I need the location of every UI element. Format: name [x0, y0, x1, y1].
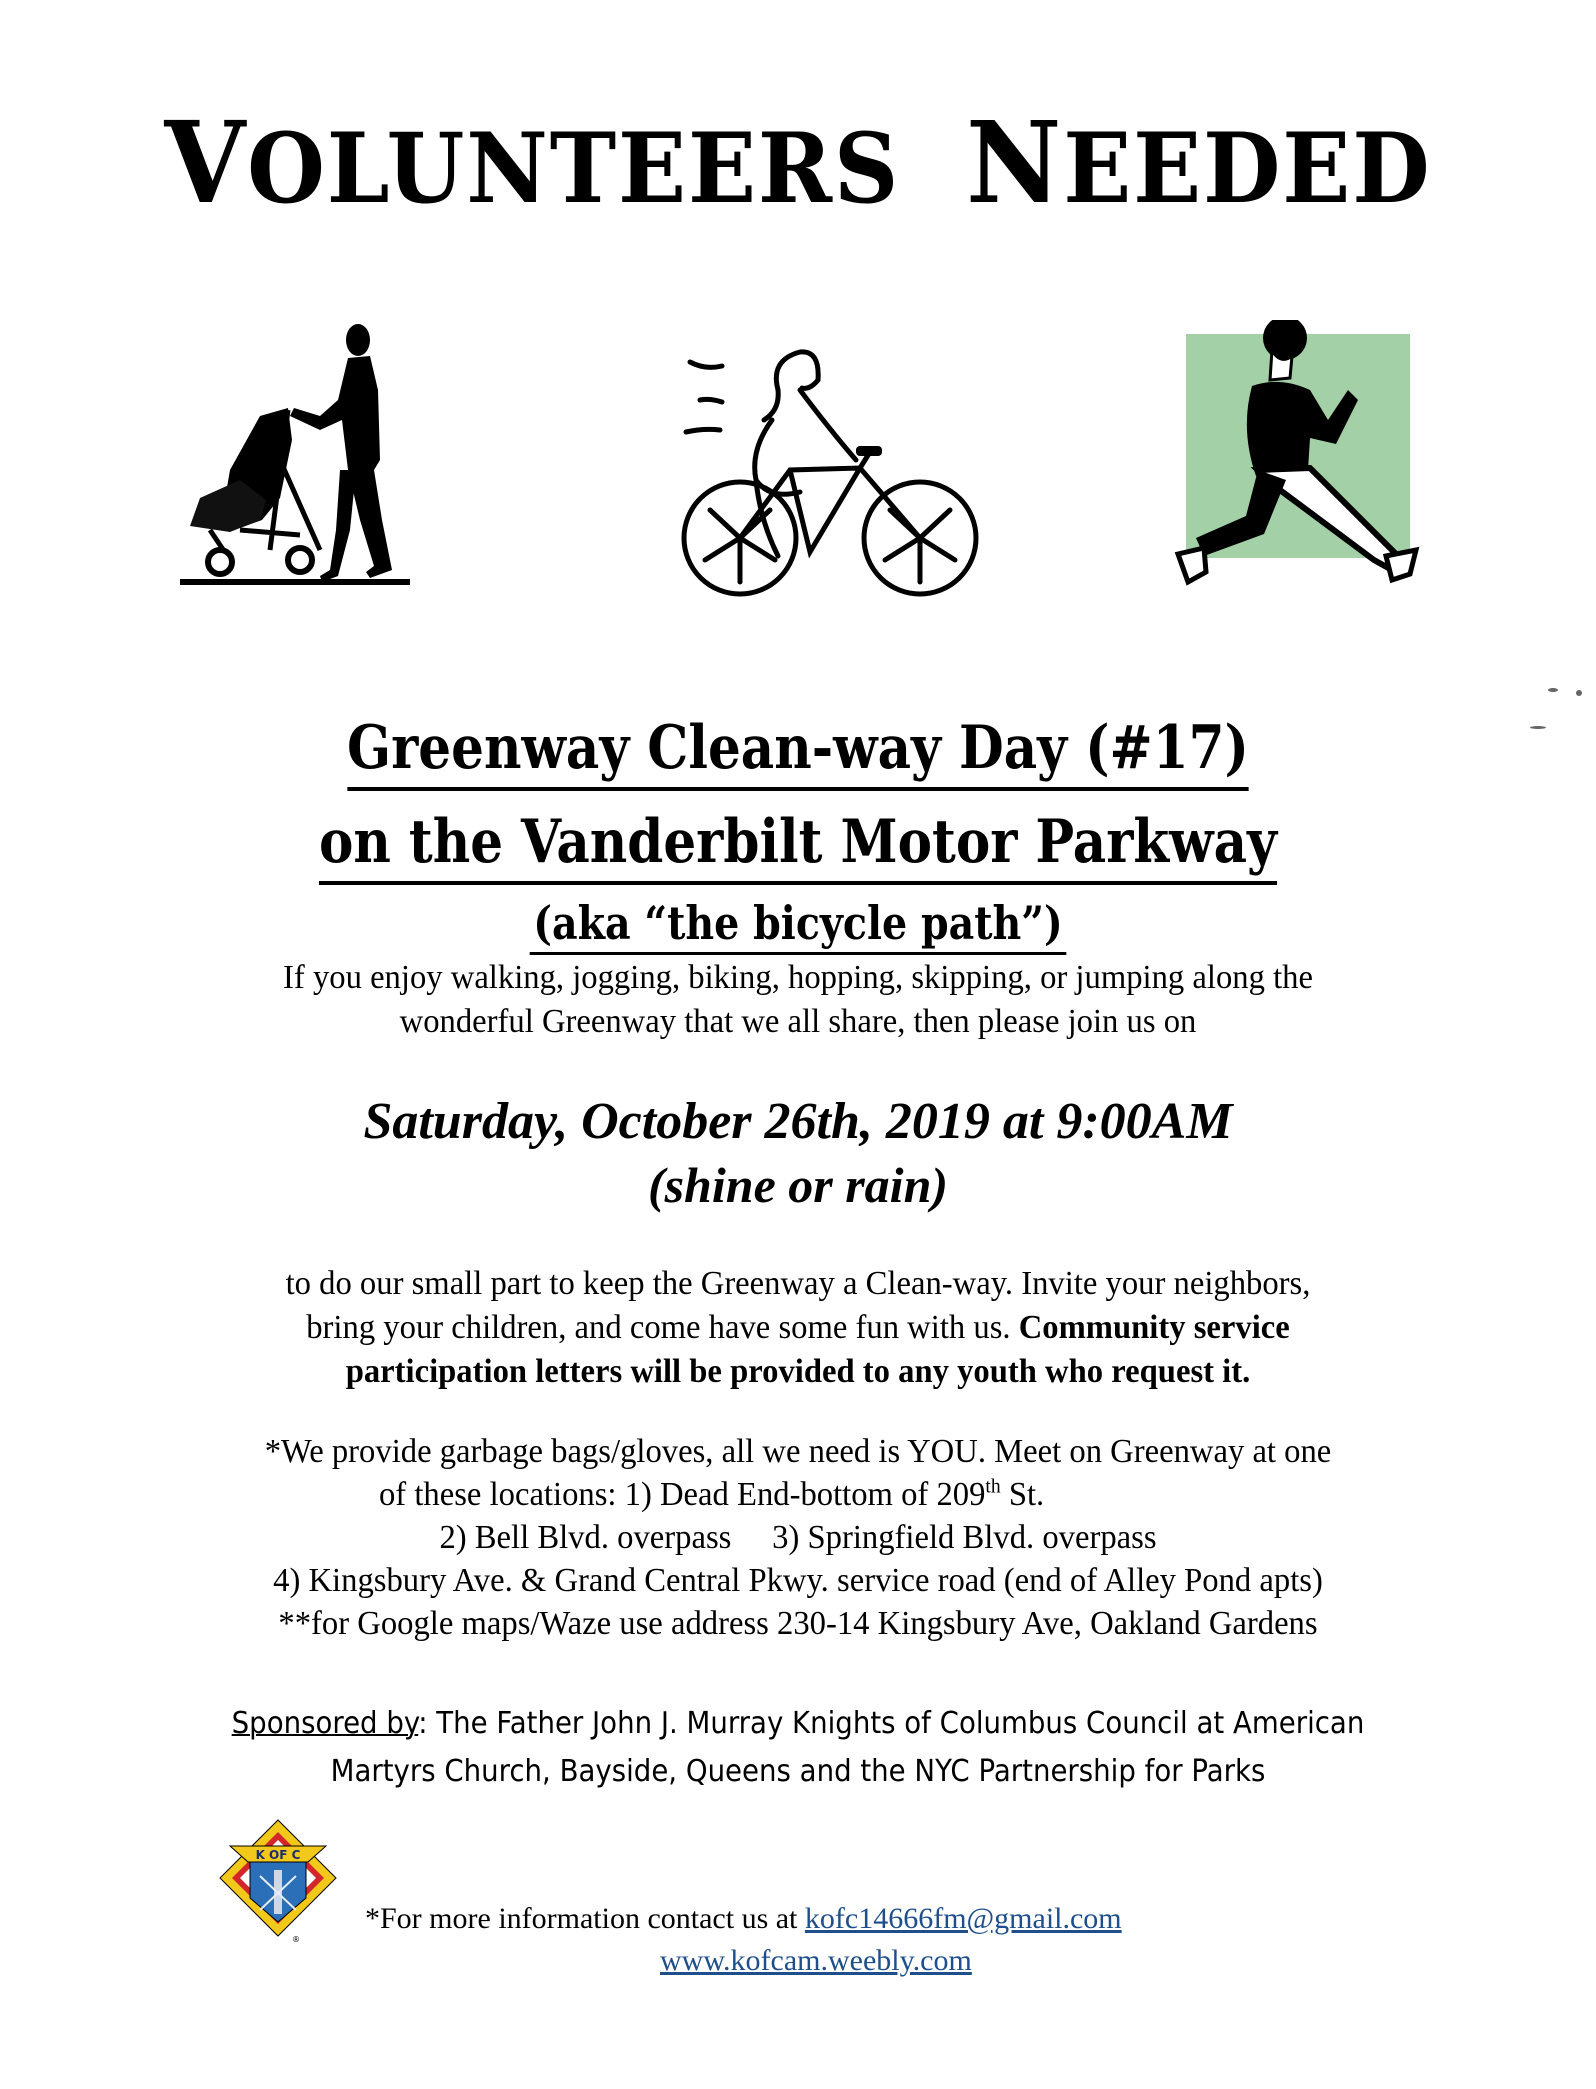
- kofc-emblem-icon: [218, 1818, 338, 1948]
- sponsor-label: Sponsored by: [231, 1706, 419, 1741]
- scan-speck: [1576, 690, 1582, 696]
- contact-prefix: *For more information contact us at: [365, 1902, 805, 1935]
- sponsor-line-1-text: : The Father John J. Murray Knights of Columbus Council at American: [418, 1706, 1365, 1741]
- intro-paragraph: [32, 956, 1564, 1044]
- location-2: 2) Bell Blvd. overpass: [439, 1519, 732, 1556]
- details-line-3-bold: participation letters will be provided to any youth who request it.: [345, 1353, 1251, 1390]
- details-line-2-plain: bring your children, and come have some fun with us.: [306, 1309, 1019, 1346]
- runner-icon: [1160, 320, 1420, 600]
- scan-speck: [1530, 726, 1546, 729]
- title-word-needed: EEDED: [1063, 112, 1432, 225]
- details-paragraph: [32, 1262, 1564, 1394]
- weather-note: (shine or rain): [647, 1157, 949, 1213]
- location-4: 4) Kingsbury Ave. & Grand Central Pkwy. service road (end of Alley Pond apts): [273, 1562, 1323, 1599]
- scan-speck: [1548, 688, 1558, 692]
- title-initial-v: V: [164, 98, 248, 229]
- intro-line-1: If you enjoy walking, jogging, biking, hopping, skipping, or jumping along the: [283, 959, 1313, 996]
- logistics-paragraph: [32, 1430, 1564, 1645]
- location-1: [32, 1473, 1564, 1516]
- stroller-parent-icon: [170, 320, 470, 600]
- details-line-2: [32, 1306, 1564, 1350]
- title-initial-n: N: [966, 98, 1064, 229]
- location-1-sup: th: [985, 1475, 1001, 1498]
- title-word-volunteers: OLUNTEERS: [247, 112, 901, 225]
- details-line-1: to do our small part to keep the Greenway a Clean-way. Invite your neighbors,: [285, 1265, 1311, 1302]
- headline-text-1: Greenway Clean-way Day (#17): [347, 713, 1249, 791]
- maps-address-note: **for Google maps/Waze use address 230-14 Kingsbury Ave, Oakland Gardens: [278, 1605, 1318, 1642]
- headline-text-2: on the Vanderbilt Motor Parkway: [319, 807, 1277, 885]
- website-line: [660, 1944, 972, 1978]
- logo-text: K OF C: [255, 1848, 301, 1862]
- locations-2-3: [32, 1516, 1564, 1559]
- location-1-text: of these locations: 1) Dead End-bottom of 209: [378, 1476, 986, 1513]
- details-line-2-bold: Community service: [1018, 1309, 1290, 1346]
- sponsor-line-2: Martyrs Church, Bayside, Queens and the NYC Partnership for Parks: [330, 1754, 1266, 1789]
- headline-text-3: (aka “the bicycle path”): [530, 896, 1066, 955]
- location-1-suffix: St.: [1000, 1476, 1045, 1513]
- location-3: 3) Springfield Blvd. overpass: [772, 1519, 1157, 1556]
- sponsor-section: [64, 1700, 1532, 1796]
- logistics-line-1: *We provide garbage bags/gloves, all we need is YOU. Meet on Greenway at one: [264, 1433, 1332, 1470]
- event-headline-line1: [112, 713, 1485, 783]
- contact-line: [365, 1902, 1122, 1936]
- intro-line-2: wonderful Greenway that we all share, then please join us on: [399, 1003, 1197, 1040]
- event-date-time: Saturday, October 26th, 2019 at 9:00AM: [363, 1093, 1233, 1150]
- sponsor-line-1: [64, 1700, 1532, 1748]
- event-headline-aka: [112, 896, 1485, 950]
- cyclist-icon: [660, 320, 1000, 600]
- flyer-title: [56, 98, 1540, 229]
- website-link[interactable]: www.kofcam.weebly.com: [660, 1944, 972, 1977]
- svg-text:®: ®: [292, 1935, 300, 1944]
- contact-email-link[interactable]: kofc14666fm@gmail.com: [804, 1902, 1122, 1935]
- event-headline-line2: [112, 807, 1485, 877]
